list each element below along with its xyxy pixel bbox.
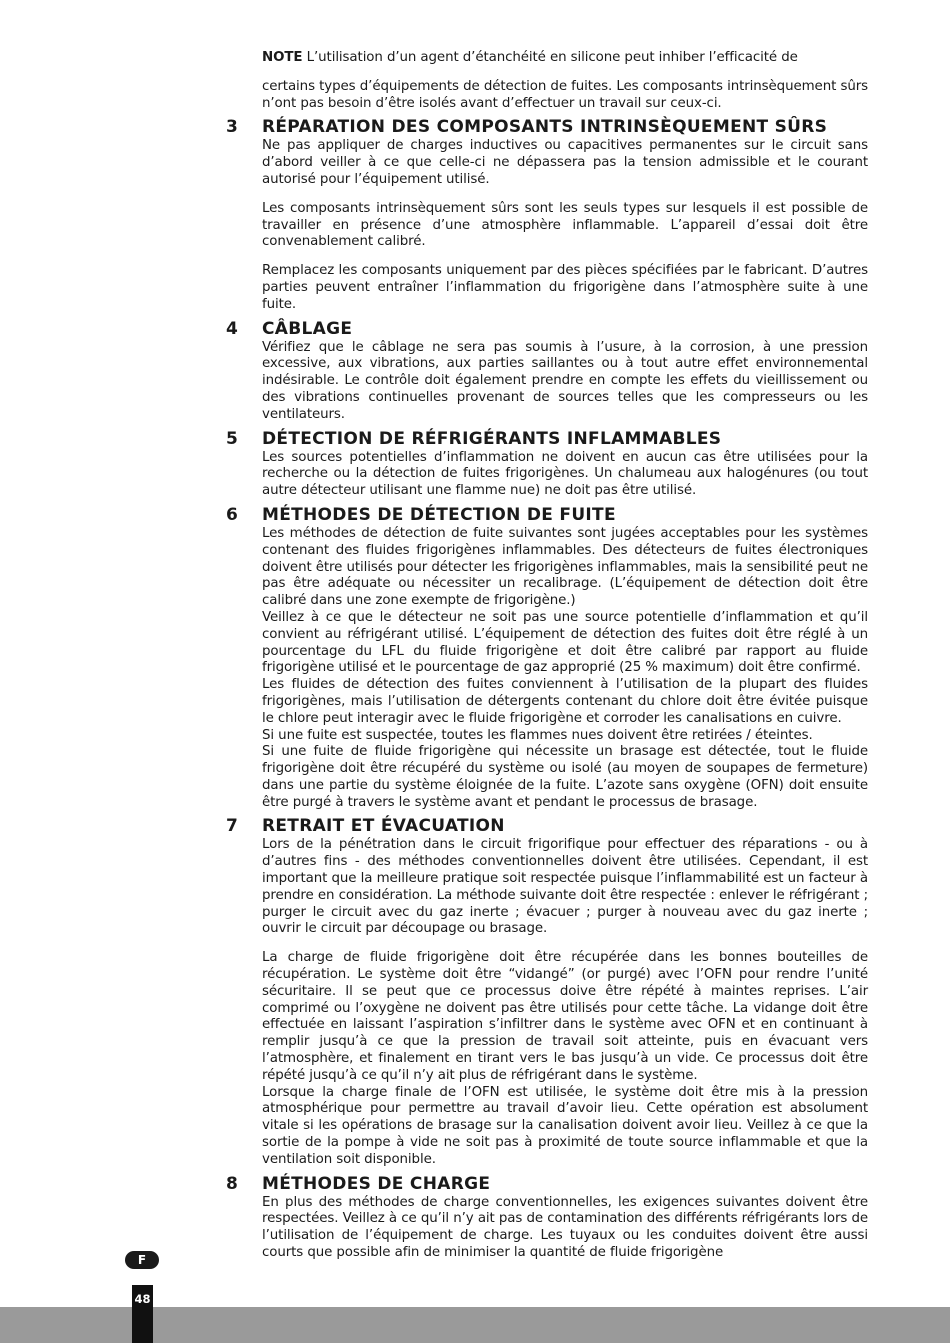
section-3 [0, 116, 868, 313]
section-title: MÉTHODES DE CHARGE [262, 1173, 491, 1194]
section-7 [0, 815, 868, 1168]
page-number: 48 [134, 1292, 151, 1306]
section-paragraph: Lorsque la charge finale de l’OFN est utilisée, le système doit être mis à la pression atmosphérique pour permettre au travail d’avoir lieu. Cette opération est absolument vitale si les opérations de brasage sur la canalisation doivent avoir lieu. Veillez à ce que la sortie de la pompe à vide ne soit pas à proximité de toute source inflammable et que la ventilation soit disponible. [262, 1084, 868, 1167]
note-paragraph-1 [262, 50, 868, 67]
note-text-line1: L’utilisation d’un agent d’étanchéité en silicone peut inhiber l’efficacité de [302, 50, 798, 65]
section-8 [0, 1173, 868, 1262]
section-title: DÉTECTION DE RÉFRIGÉRANTS INFLAMMABLES [262, 428, 722, 449]
note-block [0, 50, 868, 112]
section-paragraph: Si une fuite de fluide frigorigène qui nécessite un brasage est détectée, tout le fluide frigorigène doit être récupéré du système ou isolé (au moyen de soupapes de fermeture) dans une partie du système éloignée de la fuite. L’azote sans oxygène (OFN) doit ensuite être purgé à travers le système avant et pendant le processus de brasage. [262, 744, 868, 810]
section-number: 6 [226, 504, 238, 525]
section-paragraph: Lors de la pénétration dans le circuit frigorifique pour effectuer des réparations - ou à d’autres fins - des méthodes conventionnelles doivent être utilisées. Cependant, il est important que la meilleure pratique soit respectée puisque l’inflammabilité est un facteur à prendre en considération. La méthode suivante doit être respectée : enlever le réfrigérant ; purger le circuit avec du gaz inerte ; évacuer ; purger à nouveau avec du gaz inerte ; ouvrir le circuit par découpage ou brasage. [262, 837, 868, 937]
document-body [0, 50, 950, 1262]
section-5 [0, 428, 868, 500]
section-paragraph: Ne pas appliquer de charges inductives ou capacitives permanentes sur le circuit sans d’abord veiller à ce que celle-ci ne dépassera pas la tension admissible et le courant autorisé pour l’équipement utilisé. [262, 138, 868, 187]
section-number: 4 [226, 318, 238, 339]
section-paragraph: En plus des méthodes de charge conventionnelles, les exigences suivantes doivent être respectées. Veillez à ce qu’il n’y ait pas de contamination des différents réfrigérants lors de l’utilisation de l’équipement de charge. Les tuyaux ou les conduites doivent être aussi courts que possible afin de minimiser la quantité de fluide frigorigène [262, 1194, 868, 1261]
section-6 [0, 504, 868, 812]
section-title: RÉPARATION DES COMPOSANTS INTRINSÈQUEMENT SÛRS [262, 117, 828, 138]
note-label: NOTE [262, 50, 303, 65]
section-title: RETRAIT ET ÉVACUATION [262, 816, 505, 837]
section-number: 8 [226, 1173, 238, 1194]
section-number: 3 [226, 117, 238, 138]
section-paragraph: Les composants intrinsèquement sûrs sont les seuls types sur lesquels il est possible de travailler en présence d’une atmosphère inflammable. L’appareil d’essai doit être convenablement calibré. [262, 200, 868, 250]
section-number: 5 [226, 428, 238, 449]
section-paragraph: Les fluides de détection des fuites conviennent à l’utilisation de la plupart des fluides frigorigènes, mais l’utilisation de détergents contenant du chlore doit être évitée puisque le chlore peut interagir avec le fluide frigorigène et corroder les canalisations en cuivre. [262, 677, 868, 726]
section-paragraph: Les sources potentielles d’inflammation ne doivent en aucun cas être utilisées pour la recherche ou la détection de fuites frigorigènes. Un chalumeau aux halogénures (ou tout autre détecteur utilisant une flamme nue) ne doit pas être utilisé. [262, 449, 868, 499]
section-paragraph: Veillez à ce que le détecteur ne soit pas une source potentielle d’inflammation et qu’il convient au réfrigérant utilisé. L’équipement de détection des fuites doit être réglé à un pourcentage du LFL du fluide frigorigène et doit être calibré par rapport au fluide frigorigène utilisé et le pourcentage de gaz approprié (25 % maximum) doit être confirmé. [262, 609, 868, 676]
section-4 [0, 318, 868, 424]
section-paragraph: Les méthodes de détection de fuite suivantes sont jugées acceptables pour les systèmes contenant des fluides frigorigènes inflammables. Des détecteurs de fuites électroniques doivent être utilisés pour détecter les frigorigènes inflammables, mais la sensibilité peut ne pas être adéquate ou nécessiter un recalibrage. (L’équipement de détection doit être calibré dans une zone exempte de frigorigène.) [262, 525, 868, 609]
section-paragraph: La charge de fluide frigorigène doit être récupérée dans les bonnes bouteilles de récupération. Le système doit être “vidangé” (or purgé) avec l’OFN pour rendre l’unité sécuritaire. Il se peut que ce processus doive être répété à maintes reprises. L’air comprimé ou l’oxygène ne doivent pas être utilisés pour cette tâche. La vidange doit être effectuée en laissant l’aspiration s’infiltrer dans le système avec OFN et en continuant à remplir jusqu’à ce que la pression de travail soit atteinte, puis en évacuant vers l’atmosphère, et finalement en tirant vers le bas jusqu’à un vide. Ce processus doit être répété jusqu’à ce qu’il n’y ait plus de réfrigérant dans le système. [262, 950, 868, 1083]
language-badge: F [125, 1251, 159, 1269]
section-paragraph: Si une fuite est suspectée, toutes les flammes nues doivent être retirées / éteintes. [262, 727, 813, 743]
note-paragraph-2: certains types d’équipements de détection de fuites. Les composants intrinsèquement sûrs n’ont pas besoin d’être isolés avant d’effectuer un travail sur ceux-ci. [262, 78, 868, 111]
section-title: CÂBLAGE [262, 318, 353, 339]
section-paragraph: Remplacez les composants uniquement par des pièces spécifiées par le fabricant. D’autres parties peuvent entraîner l’inflammation du frigorigène dans l’atmosphère suite à une fuite. [262, 263, 868, 312]
section-paragraph: Vérifiez que le câblage ne sera pas soumis à l’usure, à la corrosion, à une pression excessive, aux vibrations, aux parties saillantes ou à tout autre effet environnemental indésirable. Le contrôle doit également prendre en compte les effets du vieillissement ou des vibrations continuelles provenant de sources telles que les compresseurs ou les ventilateurs. [262, 339, 868, 422]
section-title: MÉTHODES DE DÉTECTION DE FUITE [262, 504, 616, 525]
section-number: 7 [226, 816, 238, 837]
